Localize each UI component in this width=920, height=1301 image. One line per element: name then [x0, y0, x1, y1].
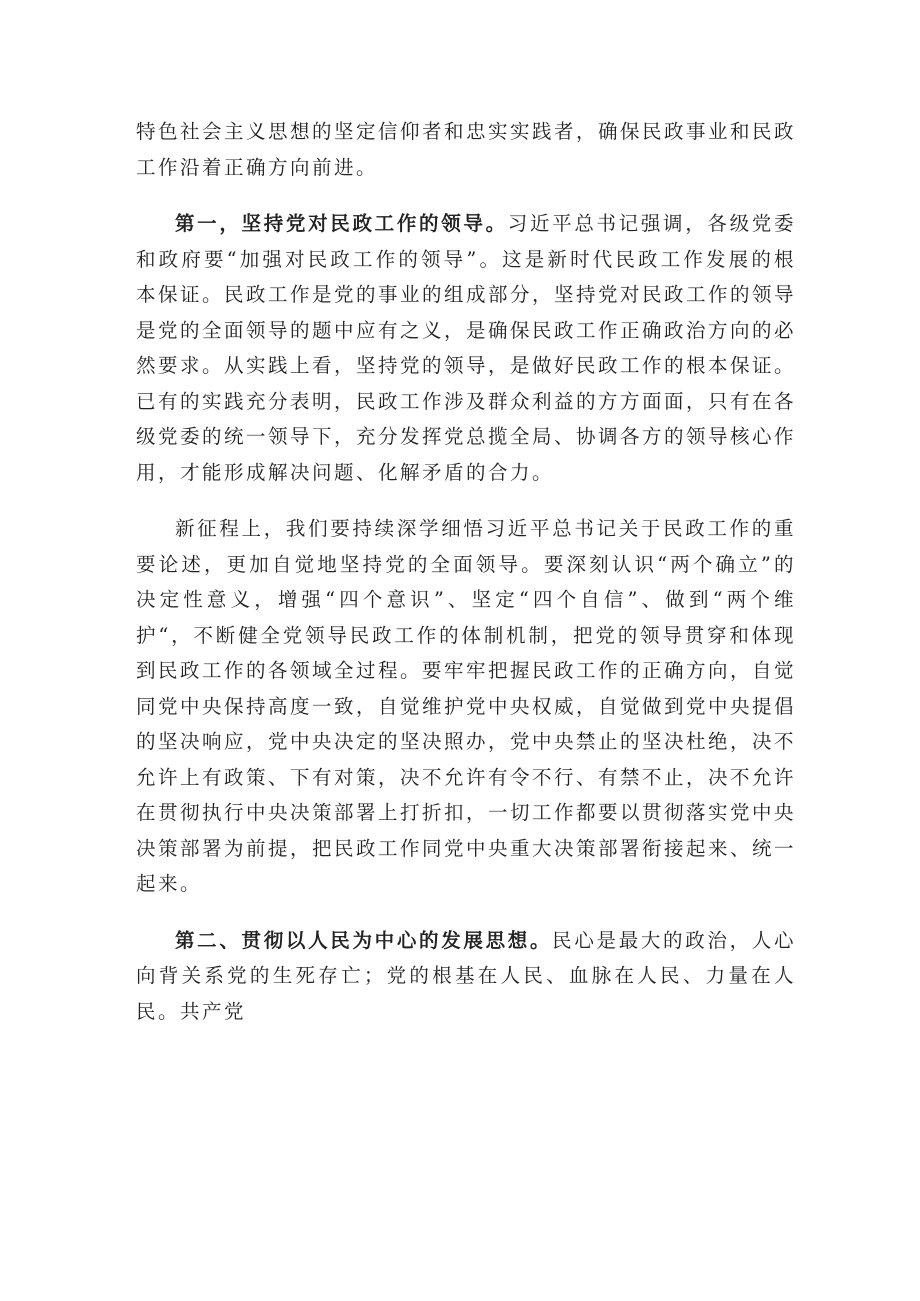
paragraph-heading: 第二、贯彻以人民为中心的发展思想。 — [175, 928, 553, 952]
paragraph-second-point — [136, 923, 796, 1030]
document-page — [136, 114, 796, 1029]
paragraph-text: 特色社会主义思想的坚定信仰者和忠实实践者，确保民政事业和民政工作沿着正确方向前进。 — [136, 120, 797, 179]
paragraph-text: 新征程上，我们要持续深学细悟习近平总书记关于民政工作的重要论述，更加自觉地坚持党的全面领导。要深刻认识“两个确立”的决定性意义，增强“四个意识”、坚定“四个自信”、做到“两个维护“，不断健全党领导民政工作的体制机制，把党的领导贯穿和体现到民政工作的各领域全过程。要牢牢把握民政工作的正确方向，自觉同党中央保持高度一致，自觉维护党中央权威，自觉做到党中央提倡的坚决响应，党中央决定的坚决照办，党中央禁止的坚决杜绝，决不允许上有政策、下有对策，决不允许有令不行、有禁不止，决不允许在贯彻执行中央决策部署上打折扣，一切工作都要以贯彻落实党中央决策部署为前提，把民政工作同党中央重大决策部署衔接起来、统一起来。 — [136, 517, 797, 895]
paragraph-first-point — [136, 206, 796, 490]
paragraph-continuation — [136, 114, 796, 185]
paragraph-text: 习近平总书记强调，各级党委和政府要“加强对民政工作的领导”。这是新时代民政工作发展的根本保证。民政工作是党的事业的组成部分，坚持党对民政工作的领导是党的全面领导的题中应有之义，是确保民政工作正确政治方向的必然要求。从实践上看，坚持党的领导，是做好民政工作的根本保证。已有的实践充分表明，民政工作涉及群众利益的方方面面，只有在各级党委的统一领导下，充分发挥党总揽全局、协调各方的领导核心作用，才能形成解决问题、化解矛盾的合力。 — [136, 212, 797, 484]
paragraph-text: 民心是最大的政治，人心向背关系党的生死存亡；党的根基在人民、血脉在人民、力量在人民。共产党 — [136, 928, 796, 1023]
paragraph-new-journey — [136, 511, 796, 902]
paragraph-heading: 第一，坚持党对民政工作的领导。 — [175, 212, 508, 235]
